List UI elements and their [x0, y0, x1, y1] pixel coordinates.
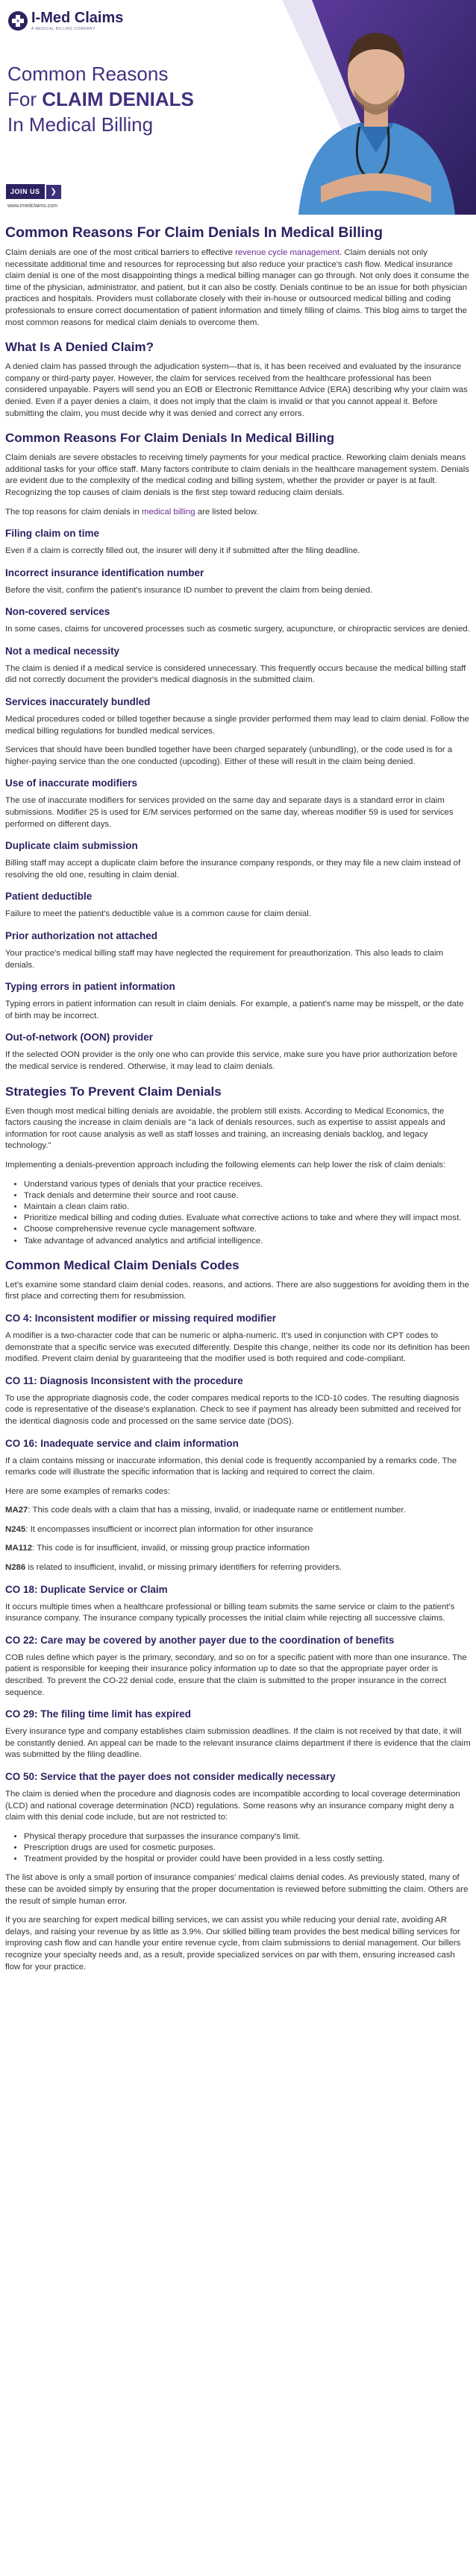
reason-paragraph: Before the visit, confirm the patient's insurance ID number to prevent the claim from being denied.	[5, 585, 373, 595]
remarks-code-description: : This code is for insufficient, invalid, or missing group practice information	[32, 1544, 310, 1553]
co50-heading: CO 50: Service that the payer does not consider medically necessary	[5, 1771, 336, 1782]
remarks-code-item	[5, 1562, 471, 1574]
hero-title-line2	[7, 86, 231, 112]
common-reasons-heading: Common Reasons For Claim Denials In Medical Billing	[5, 431, 335, 446]
remarks-codes-list	[5, 1505, 471, 1573]
co50-reason-item: • Prescription drugs are used for cosmetic purposes.	[24, 1843, 471, 1854]
remarks-code: MA112	[5, 1544, 33, 1553]
closing-paragraph-2: If you are searching for expert medical billing services, we can assist you while reducing your denial rate, avoiding AR delays, and raising your revenue by as little as 3.9%. Our skilled billing team provides the best medical billing services for improving cash flow and can handle your entire revenue cycle, from claim submissions to denial management. Our billers recognize your specialty needs and, as a result, provide specialized services on par with them, ensuring increased cash flow for your practice.	[5, 1916, 461, 1972]
co22-paragraph: COB rules define which payer is the primary, secondary, and so on for a specific patient with more than one insurance. The patient is responsible for keeping their insurance policy information up to date so that the appropriate payer order is described. To prevent the CO-22 denial code, ensure that the claim is submitted to the proper insurance in the correct sequence.	[5, 1652, 467, 1697]
reason-heading: Services inaccurately bundled	[5, 696, 151, 708]
logo-cross-icon	[7, 10, 28, 31]
medical-billing-link[interactable]: medical billing	[141, 507, 195, 517]
reason-paragraph: The claim is denied if a medical service is considered unnecessary. This frequently occurs because the medical billing staff did not correctly document the provider's medical diagnosis in the submitted claim.	[5, 663, 466, 685]
remarks-code-description: : It encompasses insufficient or incorrect plan information for other insurance	[25, 1524, 313, 1534]
hero-website-url[interactable]: www.imedclaims.com	[7, 203, 57, 209]
co50-reasons-list	[24, 1831, 471, 1866]
hero-title	[7, 61, 231, 137]
reason-paragraph: Typing errors in patient information can result in claim denials. For example, a patient's name may be misspelt, or the date of birth may be incorrect.	[5, 1000, 464, 1020]
article	[0, 215, 476, 1988]
co16-paragraph-2: Here are some examples of remarks codes:	[5, 1486, 170, 1496]
co50-paragraph: The claim is denied when the procedure and diagnosis codes are incompatible according to local coverage determination (LCD) and national coverage determination (NCD) regulations. Some reasons why an insurance company might deny a claim with this denial code include, but are not restricted to:	[5, 1790, 460, 1822]
reason-paragraph: Your practice's medical billing staff may have neglected the requirement for preauthorization. This also leads to claim denials.	[5, 949, 443, 970]
reason-heading: Prior authorization not attached	[5, 930, 158, 941]
what-is-denied-claim-heading: What Is A Denied Claim?	[5, 340, 154, 355]
reason-heading: Patient deductible	[5, 891, 93, 903]
denial-codes-heading: Common Medical Claim Denials Codes	[5, 1257, 239, 1272]
hero-title-emphasis: CLAIM DENIALS	[42, 88, 194, 110]
strategies-heading: Strategies To Prevent Claim Denials	[5, 1084, 222, 1099]
reason-heading: Incorrect insurance identification number	[5, 566, 204, 578]
reason-paragraph: If the selected OON provider is the only one who can provide this service, make sure you have prior authorization before the medical service is rendered. Otherwise, it may lead to claim denials.	[5, 1050, 457, 1071]
join-us-label: JOIN US	[6, 184, 45, 199]
intro-text-post: . Claim denials not only necessitate additional time and resources for reprocessing but also reduce your practice's cash flow. Medical insurance claim denial is one of the most disappointing things a medical billing manager can go through. Not only does it consume the time of the physician, administrator, and patient, but it can also be costly. Denials continue to be an issue for both physician practices and hospitals. Providers must collaborate closely with their in-house or outsourced medical billing and coding professionals to ensure correct documentation of patient information and timely filling of claims. This blog aims to target the most common reasons for medical claim denials to overcome them.	[5, 248, 469, 327]
reasons-list-intro	[5, 507, 471, 519]
reason-paragraph: The use of inaccurate modifiers for services provided on the same day and separate days is a standard error in claim submissions. Modifier 25 is used for E/M services performed on the same day, whereas modifier 59 is used for services performed on different days.	[5, 796, 454, 829]
remarks-code: N245	[5, 1524, 26, 1534]
co18-heading: CO 18: Duplicate Service or Claim	[5, 1583, 168, 1595]
intro-text-pre: Claim denials are one of the most critical barriers to effective	[5, 248, 236, 257]
logo-name: I-Med Claims	[31, 10, 124, 26]
remarks-code-description: is related to insufficient, invalid, or missing primary identifiers for referring providers.	[25, 1563, 342, 1573]
strategy-item: • Understand various types of denials that your practice receives.	[24, 1179, 471, 1190]
reason-heading: Out-of-network (OON) provider	[5, 1032, 153, 1044]
reason-paragraph: In some cases, claims for uncovered processes such as cosmetic surgery, acupuncture, or chiropractic services are denied.	[5, 625, 470, 634]
reason-heading: Use of inaccurate modifiers	[5, 777, 138, 789]
reason-paragraph: Even if a claim is correctly filled out, the insurer will deny it if submitted after the filing deadline.	[5, 546, 360, 556]
co29-heading: CO 29: The filing time limit has expired	[5, 1708, 192, 1720]
join-us-button[interactable]	[6, 184, 61, 199]
closing-paragraph-1: The list above is only a small portion of insurance companies' medical claims denial codes. As previously stated, many of these can be avoided simply by ensuring that the proper documentation is reviewed before submitting the claim. Others are the result of simple human error.	[5, 1873, 469, 1906]
co4-heading: CO 4: Inconsistent modifier or missing required modifier	[5, 1312, 277, 1324]
strategies-paragraph-2: Implementing a denials-prevention approach including the following elements can help lower the risk of claim denials:	[5, 1160, 446, 1169]
co18-paragraph: It occurs multiple times when a healthcare professional or billing team submits the same service or claim to the patient's insurance company. The insurance company typically processes the initial claim while rejecting all successive claims.	[5, 1602, 455, 1623]
remarks-code-item	[5, 1543, 471, 1555]
denial-codes-intro: Let's examine some standard claim denial codes, reasons, and actions. There are also suggestions for avoiding them in the first place and correcting them for resubmission.	[5, 1280, 469, 1301]
revenue-cycle-management-link[interactable]: revenue cycle management	[235, 248, 340, 257]
intro-paragraph	[5, 247, 471, 329]
co22-heading: CO 22: Care may be covered by another payer due to the coordination of benefits	[5, 1634, 395, 1646]
strategies-list	[24, 1179, 471, 1247]
hero-title-line2-pre: For	[7, 88, 43, 110]
co50-reason-item: • Physical therapy procedure that surpasses the insurance company's limit.	[24, 1831, 471, 1843]
remarks-code-item	[5, 1524, 471, 1536]
strategy-item: • Maintain a clean claim ratio.	[24, 1202, 471, 1213]
logo-tagline: A MEDICAL BILLING COMPANY	[31, 27, 95, 31]
reasons-list	[5, 527, 471, 1073]
reason-heading: Typing errors in patient information	[5, 981, 175, 993]
what-is-denied-claim-paragraph: A denied claim has passed through the adjudication system—that is, it has been received and evaluated by the insurance company or third-party payer. However, the claim for services received from the healthcare professional has been considered unpayable. Payers will send you an EOB or Electronic Remittance Advice (ERA) describing why your claim was denied. Even if a payer denies a claim, it does not imply that the claim is invalid or that you cannot appeal it. Before submitting the claim, you must decide why it was denied and correct any errors.	[5, 362, 468, 418]
co11-heading: CO 11: Diagnosis Inconsistent with the procedure	[5, 1374, 243, 1386]
hero-title-line1: Common Reasons	[7, 63, 169, 85]
co16-paragraph-1: If a claim contains missing or inaccurate information, this denial code is frequently accompanied by a remarks code. The remarks code will illustrate the specific information that is lacking and required to correct the claim.	[5, 1456, 457, 1477]
remarks-code: N286	[5, 1563, 26, 1573]
remarks-code-item	[5, 1505, 471, 1517]
reasons-list-intro-pre: The top reasons for claim denials in	[5, 507, 142, 517]
remarks-code-description: : This code deals with a claim that has a missing, invalid, or inadequate name or entitlement number.	[28, 1506, 406, 1515]
co50-reason-item: • Treatment provided by the hospital or provider could have been provided in a less costly setting.	[24, 1854, 471, 1865]
doctor-photo	[276, 0, 476, 215]
reasons-list-intro-post: are listed below.	[195, 507, 259, 517]
reason-paragraph: Services that should have been bundled together have been charged separately (unbundling), or the code used is for a higher-paying service than the one conducted (upcoding). Either of these will result in the claim being denied.	[5, 745, 453, 766]
co16-heading: CO 16: Inadequate service and claim information	[5, 1437, 239, 1449]
strategy-item: • Track denials and determine their source and root cause.	[24, 1190, 471, 1202]
article-title: Common Reasons For Claim Denials In Medical Billing	[5, 224, 383, 241]
hero-title-line3: In Medical Billing	[7, 113, 154, 136]
hero-banner	[0, 0, 476, 215]
reason-paragraph: Failure to meet the patient's deductible value is a common cause for claim denial.	[5, 909, 311, 919]
strategy-item: • Prioritize medical billing and coding duties. Evaluate what corrective actions to take and where they will impact most.	[24, 1213, 471, 1224]
co29-paragraph: Every insurance type and company establishes claim submission deadlines. If the claim is not received by that date, it will be constantly denied. An appeal can be made to the relevant insurance claims department if there is evidence that the claim was submitted by the filing deadline.	[5, 1727, 471, 1760]
chevron-right-icon: ❯	[46, 185, 61, 199]
reason-heading: Not a medical necessity	[5, 645, 120, 657]
company-logo[interactable]	[7, 10, 123, 31]
reason-heading: Duplicate claim submission	[5, 840, 138, 852]
remarks-code: MA27	[5, 1506, 28, 1515]
reason-heading: Filing claim on time	[5, 528, 100, 540]
strategies-paragraph-1: Even though most medical billing denials are avoidable, the problem still exists. According to Medical Economics, the factors causing the increase in claim denials are "a lack of denials resources, such as expertise to assist appeals and information for root cause analysis as well as staff losses and training, an increasing denials backlog, and legacy technology."	[5, 1106, 445, 1151]
co4-paragraph: A modifier is a two-character code that can be numeric or alpha-numeric. It's used in conjunction with CPT codes to demonstrate that a specific service was executed differently. Despite this change, neither its code nor its definition has been modified. Prevent claim denial by guaranteeing that the modifier used is both required and code-compliant.	[5, 1330, 470, 1364]
co11-paragraph: To use the appropriate diagnosis code, the coder compares medical reports to the ICD-10 codes. The resulting diagnosis code is representative of the disease's explanation. Check to see if payment has already been submitted and received for the identical diagnosis code and processed on the same service date (DOS).	[5, 1393, 462, 1426]
strategy-item: • Choose comprehensive revenue cycle management software.	[24, 1224, 471, 1235]
reason-paragraph: Medical procedures coded or billed together because a single provider performed them may lead to claim denial. Follow the medical billing regulations for bundled medical services.	[5, 715, 469, 736]
reason-paragraph: Billing staff may accept a duplicate claim before the insurance company responds, or they may file a new claim instead of resolving the old one, resulting in claim denial.	[5, 859, 461, 880]
reason-heading: Non-covered services	[5, 606, 110, 618]
strategy-item: • Take advantage of advanced analytics and artificial intelligence.	[24, 1236, 471, 1247]
common-reasons-paragraph: Claim denials are severe obstacles to receiving timely payments for your medical practice. Reworking claim denials means additional tasks for your office staff. Many factors contribute to claim denials in the healthcare management system. Denials are evident due to the complexity of the medical coding and billing system, whether the provider or payer is at fault. Recognizing the top causes of claim denials is the first step toward reducing claim denials.	[5, 453, 469, 497]
